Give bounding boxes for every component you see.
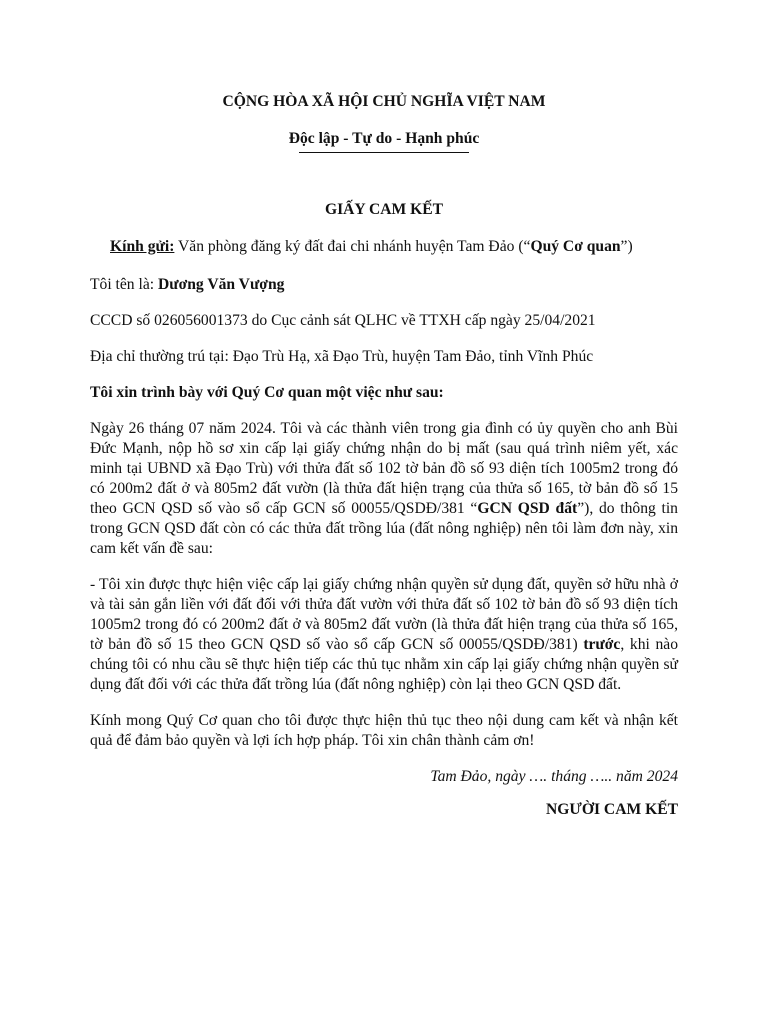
place-date-line: Tam Đảo, ngày …. tháng ….. năm 2024	[430, 768, 678, 785]
document-title: GIẤY CAM KẾT	[324, 201, 444, 218]
national-motto: Độc lập - Tự do - Hạnh phúc	[288, 130, 480, 147]
addressee-short-name: Quý Cơ quan	[530, 238, 621, 255]
intro-heading: Tôi xin trình bày với Quý Cơ quan một việc như sau:	[90, 384, 444, 401]
signer-title: NGƯỜI CAM KẾT	[546, 801, 678, 818]
paragraph-background	[90, 419, 678, 559]
document-body	[90, 92, 678, 820]
paragraph-commitment-text-b: , khi nào chúng tôi có nhu cầu sẽ thực hiện tiếp các thủ tục nhằm xin cấp lại giấy chứng nhận quyền sử dụng đất đối với các thửa đất trồng lúa (đất nông nghiệp) còn lại theo GCN QSD đất.	[90, 636, 678, 693]
applicant-address-line: Địa chỉ thường trú tại: Đạo Trù Hạ, xã Đạo Trù, huyện Tam Đảo, tỉnh Vĩnh Phúc	[90, 348, 594, 365]
addressee-label: Kính gửi:	[110, 238, 175, 255]
applicant-name: Dương Văn Vượng	[158, 276, 285, 293]
motto-underline	[299, 152, 469, 153]
paragraph-background-bold: GCN QSD đất	[477, 500, 578, 517]
applicant-id-line: CCCD số 026056001373 do Cục cảnh sát QLHC về TTXH cấp ngày 25/04/2021	[90, 312, 596, 329]
closing-paragraph: Kính mong Quý Cơ quan cho tôi được thực hiện thủ tục theo nội dung cam kết và nhận kết quả để đảm bảo quyền và lợi ích hợp pháp. Tôi xin chân thành cảm ơn!	[90, 712, 678, 749]
paragraph-commitment	[90, 575, 678, 695]
applicant-name-line	[90, 275, 678, 295]
paragraph-commitment-text-a: - Tôi xin được thực hiện việc cấp lại giấy chứng nhận quyền sử dụng đất, quyền sở hữu nhà ở và tài sản gắn liền với đất đối với thửa đất vườn với thửa đất số 102 tờ bản đồ số 93 diện tích 1005m2 trong đó có 200m2 đất ở và 805m2 đất vườn (là thửa đất hiện trạng của thửa số 165, tờ bản đồ số 15 theo GCN QSD số vào sổ cấp GCN số 00055/QSDĐ/381)	[90, 576, 678, 653]
applicant-name-label: Tôi tên là:	[90, 276, 158, 293]
addressee-line	[90, 237, 678, 257]
national-title: CỘNG HÒA XÃ HỘI CHỦ NGHĨA VIỆT NAM	[222, 93, 546, 110]
addressee-close: ”)	[620, 238, 633, 255]
addressee-text: Văn phòng đăng ký đất đai chi nhánh huyện Tam Đảo (“	[174, 238, 531, 255]
paragraph-commitment-bold: trước	[583, 636, 621, 653]
paragraph-background-text-b: ”), do thông tin trong GCN QSD đất còn có các thửa đất trồng lúa (đất nông nghiệp) nên tôi làm đơn này, xin cam kết vấn đề sau:	[90, 500, 678, 557]
paragraph-background-text-a: Ngày 26 tháng 07 năm 2024. Tôi và các thành viên trong gia đình có ủy quyền cho anh Bùi Đức Mạnh, nộp hồ sơ xin cấp lại giấy chứng nhận do bị mất (sau quá trình niêm yết, xác minh tại UBND xã Đạo Trù) với thửa đất số 102 tờ bản đồ số 93 diện tích 1005m2 trong đó có 200m2 đất ở và 805m2 đất vườn (là thửa đất hiện trạng của thửa số 165, tờ bản đồ số 15 theo GCN QSD số vào sổ cấp GCN số 00055/QSDĐ/381 “	[90, 420, 678, 517]
